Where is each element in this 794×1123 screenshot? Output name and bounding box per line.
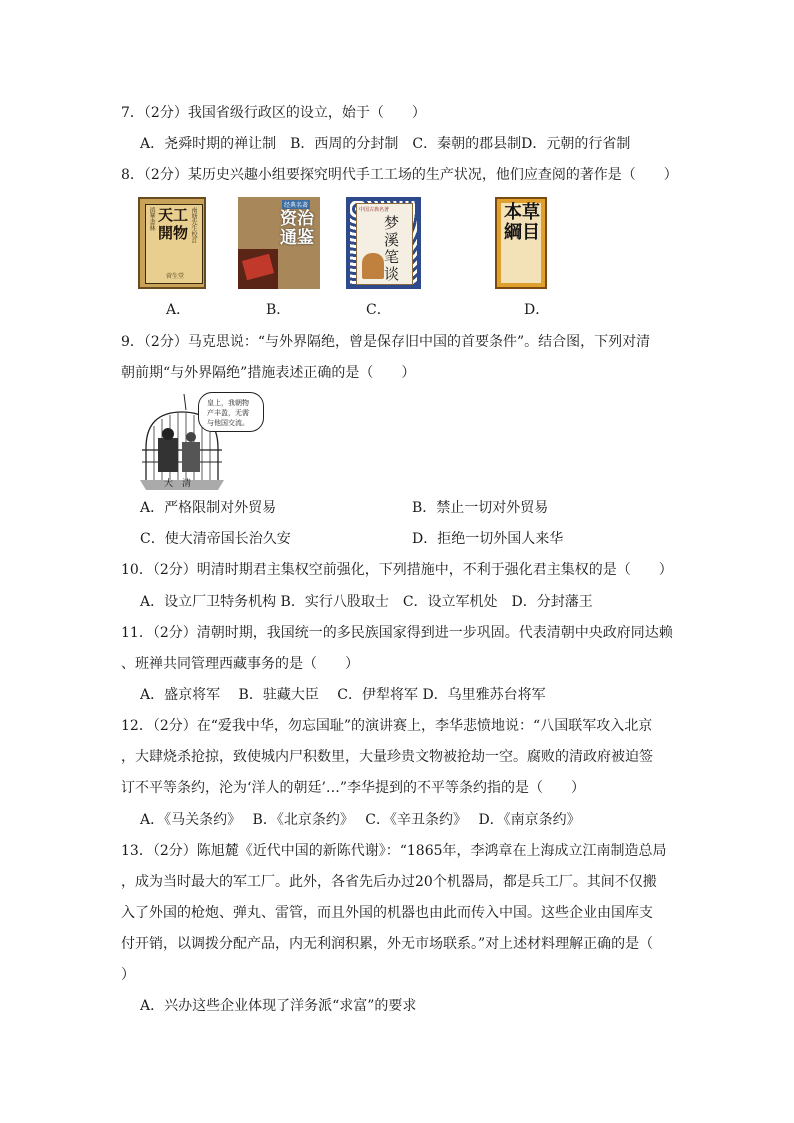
q10-stem: 10．（2分）明清时期君主集权空前强化，下列措施中，不利于强化君主集权的是（ ） [121,562,673,578]
q12-options: A．《马关条约》 B．《北京条约》 C．《辛丑条约》 D．《南京条约》 [140,812,581,828]
book-c-band: 中国古典名著 [359,207,390,213]
q7-options: A．尧舜时期的禅让制 B．西周的分封制 C．秦朝的郡县制D．元朝的行省制 [140,136,631,152]
book-cover-c [346,197,421,289]
q9-option-b: B．禁止一切对外贸易 [412,500,549,516]
q9-option-d: D．拒绝一切外国人来华 [412,531,564,547]
q8-option-a: A． [166,302,191,318]
q13-stem-line1: 13．（2分）陈旭麓《近代中国的新陈代谢》：“1865年，李鸿章在上海成立江南制造总局 [121,843,667,859]
book-b-band: 经典名著 [284,202,309,209]
q9-option-c: C．使大清帝国长治久安 [140,531,291,547]
q13-stem-line3: 入了外国的枪炮、弹丸、雷管，而且外国的机器也由此而传入中国。这些企业由国库支 [121,905,653,921]
q9-option-a: A．严格限制对外贸易 [140,500,277,516]
q11-options: A．盛京将军 B．驻藏大臣 C．伊犁将军 D．乌里雅苏台将军 [140,687,546,703]
book-a-title: 天工開物 [158,206,189,242]
cartoon-label: 大 清 [164,479,192,489]
book-cover-b [238,197,320,289]
book-c-title: 梦溪笔谈 [384,214,400,283]
q7-stem: 7．（2分）我国省级行政区的设立，始于（ ） [121,105,426,121]
q10-options: A．设立厂卫特务机构 B．实行八股取士 C．设立军机处 D．分封藩王 [140,594,593,610]
book-b-title: 资治通鉴 [280,209,314,248]
q13-option-a: A．兴办这些企业体现了洋务派“求富”的要求 [140,998,417,1014]
q13-stem-line2: ，成为当时最大的军工厂。此外，各省先后办过20个机器局，都是兵工厂。其间不仅搬 [121,874,657,890]
q9-stem-line2: 朝前期“与外界隔绝”措施表述正确的是（ ） [121,365,416,381]
book-d-title: 本草綱目 [504,202,540,243]
book-cover-d [495,197,547,289]
book-a-side-small: 南塘先生校訂 [190,207,197,243]
book-c-figure [362,253,384,279]
q8-option-d: D． [524,302,550,318]
q12-stem-line2: ，大肆烧杀抢掠，致使城内尸积数里，大量珍贵文物被抢劫一空。腐败的清政府被迫签 [121,749,653,765]
q12-stem-line3: 订不平等条约，沦为‘洋人的朝廷’…”李华提到的不平等条约指的是（ ） [121,780,586,796]
q12-stem-line1: 12．（2分）在“爱我中华，勿忘国耻”的演讲赛上，李华悲愤地说：“八国联军攻入北京 [121,718,653,734]
q9-stem-line1: 9．（2分）马克思说：“与外界隔绝，曾是保存旧中国的首要条件”。结合图，下列对清 [121,334,651,350]
q8-option-b: B． [266,302,291,318]
book-a-publisher: 菅生堂 [166,273,185,280]
book-cover-a [138,197,206,289]
book-a-side-left: 滇華書林 [148,207,155,231]
q11-stem-line1: 11．（2分）清朝时期，我国统一的多民族国家得到进一步巩固。代表清朝中央政府同达赖 [121,625,673,641]
speech-line-3: 与他国交流。 [207,419,249,427]
q11-stem-line2: 、班禅共同管理西藏事务的是（ ） [121,656,359,672]
cartoon-speech-bubble [198,392,264,432]
q8-option-c: C． [366,302,391,318]
speech-line-1: 皇上，我朝物 [207,399,249,407]
q13-stem-line5: ） [121,967,135,983]
speech-line-2: 产丰盈，无需 [207,409,249,417]
q8-stem: 8．（2分）某历史兴趣小组要探究明代手工工场的生产状况，他们应查阅的著作是（ ） [121,167,678,183]
q13-stem-line4: 付开销，以调拨分配产品，内无利润积累，外无市场联系。”对上述材料理解正确的是（ [121,936,654,952]
